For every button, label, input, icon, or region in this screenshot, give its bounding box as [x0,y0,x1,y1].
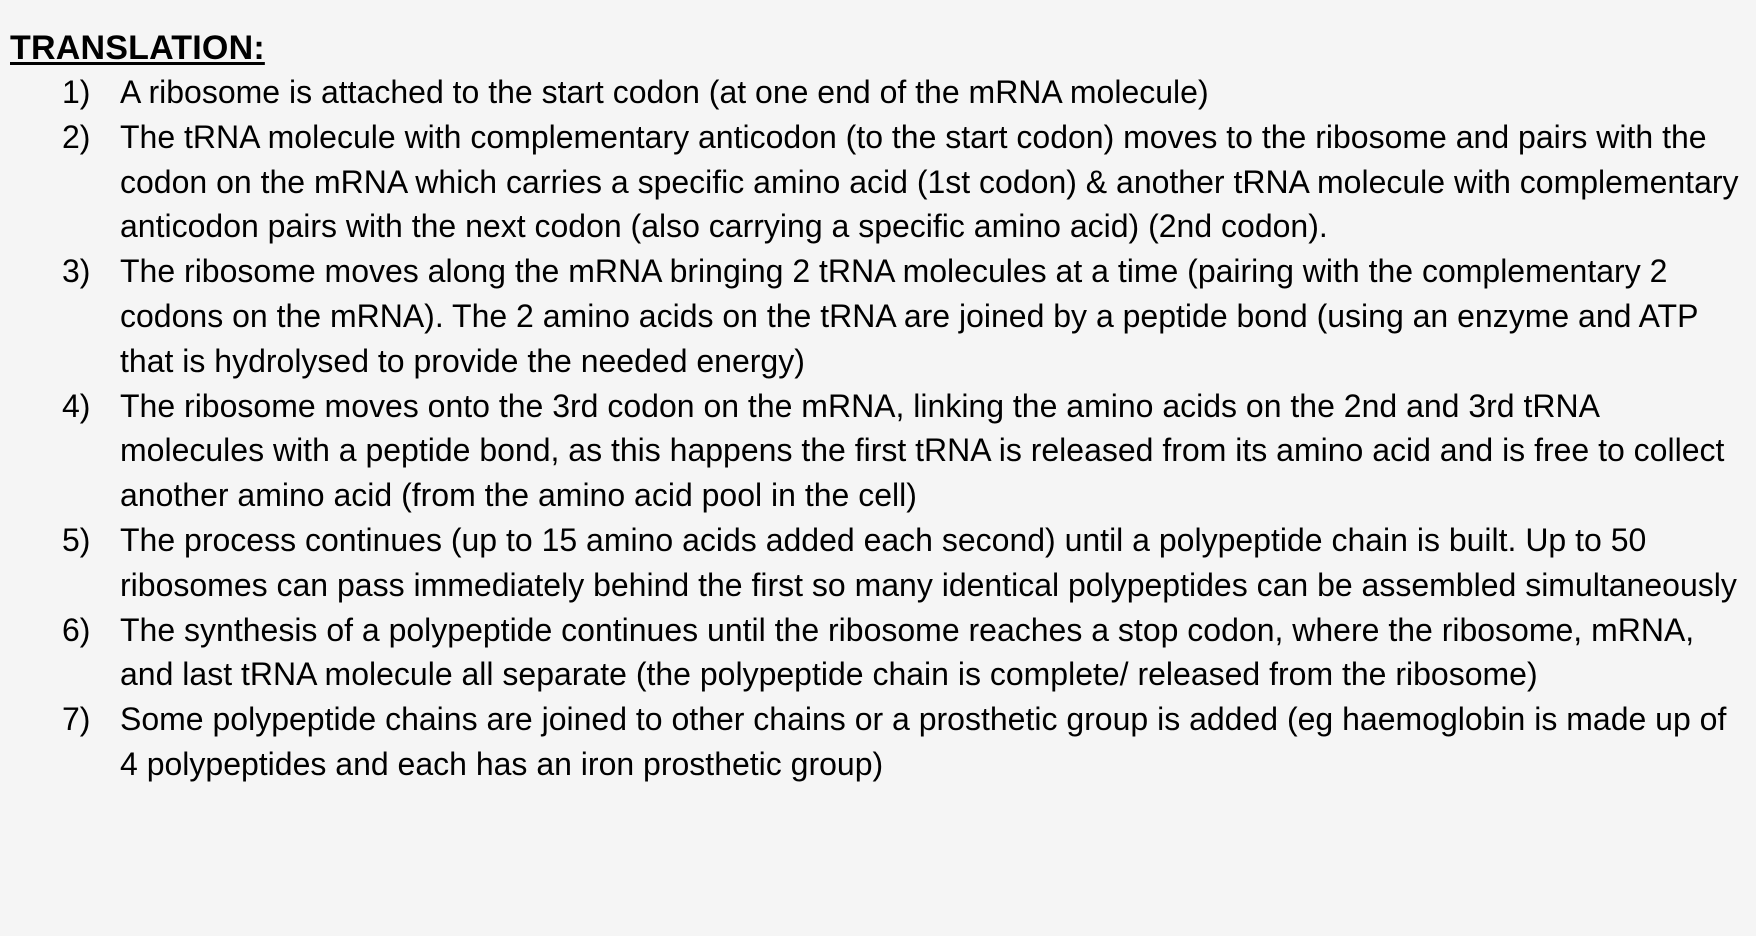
page-title: TRANSLATION: [10,29,265,67]
step-text: The synthesis of a polypeptide continues until the ribosome reaches a stop codon, where the ribosome, mRNA, and last tRNA molecule all separate (the polypeptide chain is complete/ released from the ribosome) [120,611,1695,693]
list-item-step-1 [10,70,1740,115]
step-number: 2) [62,118,91,155]
list-item-step-2 [10,115,1740,249]
step-text: The process continues (up to 15 amino acids added each second) until a polypeptide chain is built. Up to 50 ribosomes can pass immediately behind the first so many identical polypeptides can be assembled simultaneously [120,521,1737,603]
step-text: Some polypeptide chains are joined to other chains or a prosthetic group is added (eg haemoglobin is made up of 4 polypeptides and each has an iron prosthetic group) [120,701,1727,782]
list-item-step-3 [10,249,1740,383]
step-text: The ribosome moves onto the 3rd codon on the mRNA, linking the amino acids on the 2nd and 3rd tRNA molecules with a peptide bond, as this happens the first tRNA is released from its amino acid and is free to collect another amino acid (from the amino acid pool in the cell) [120,387,1725,514]
step-number: 7) [62,701,91,738]
step-text: The tRNA molecule with complementary anticodon (to the start codon) moves to the ribosome and pairs with the codon on the mRNA which carries a specific amino acid (1st codon) & another tRNA molecule with complementary anticodon pairs with the next codon (also carrying a specific amino acid) (2nd codon). [120,118,1739,245]
step-number: 4) [62,387,91,424]
list-item-step-7 [10,697,1740,787]
step-text: A ribosome is attached to the start codon (at one end of the mRNA molecule) [120,74,1209,110]
step-number: 1) [62,74,91,110]
steps-list [10,70,1756,787]
step-number: 3) [62,253,91,290]
list-item-step-6 [10,608,1740,698]
step-number: 5) [62,521,91,558]
list-item-step-5 [10,518,1740,608]
step-text: The ribosome moves along the mRNA bringing 2 tRNA molecules at a time (pairing with the complementary 2 codons on the mRNA). The 2 amino acids on the tRNA are joined by a peptide bond (using an enzyme and ATP that is hydrolysed to provide the needed energy) [120,253,1698,379]
step-number: 6) [62,611,91,648]
list-item-step-4 [10,384,1740,518]
